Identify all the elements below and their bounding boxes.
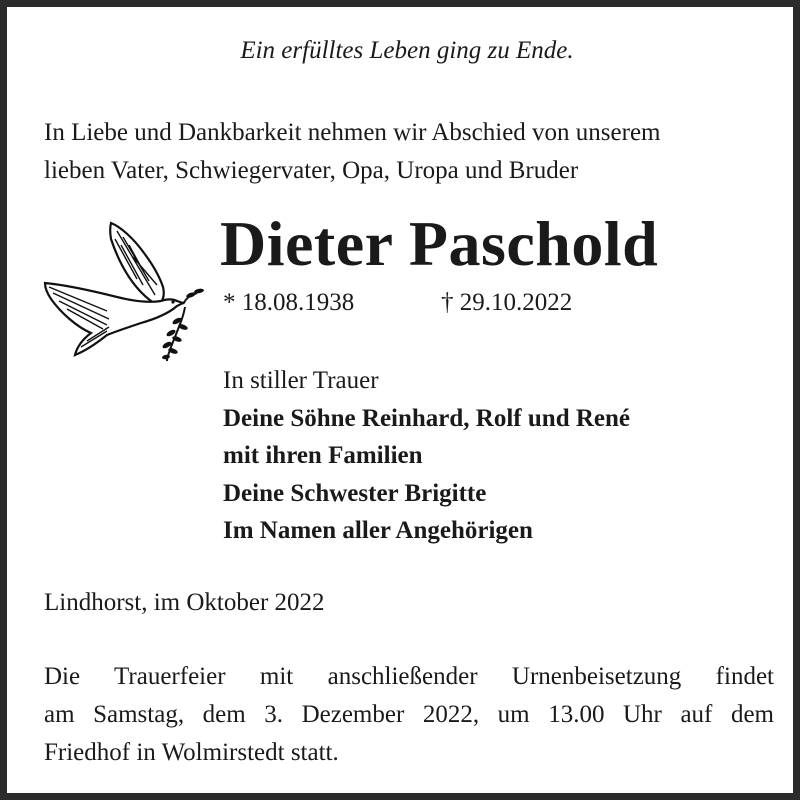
- funeral-line-3: Friedhof in Wolmirstedt statt.: [44, 739, 339, 766]
- mourner-line: mit ihren Familien: [223, 442, 423, 469]
- motto-line: Ein erfülltes Leben ging zu Ende.: [240, 37, 574, 64]
- mourner-line: Im Namen aller Angehörigen: [223, 517, 533, 544]
- intro-line-2: lieben Vater, Schwiegervater, Opa, Uropa und Bruder: [44, 157, 579, 184]
- mourner-line: Deine Söhne Reinhard, Rolf und René: [223, 404, 630, 432]
- life-dates: [223, 289, 573, 317]
- funeral-line-1: Die Trauerfeier mit anschließender Urnenbeisetzung findet: [44, 663, 774, 690]
- birth-date: * 18.08.1938: [223, 289, 355, 316]
- deceased-name: Dieter Paschold: [220, 208, 659, 279]
- intro-text: [44, 114, 774, 190]
- mourners-block: [223, 362, 630, 550]
- dove-icon: [37, 215, 212, 365]
- death-date: † 29.10.2022: [441, 289, 573, 316]
- funeral-line-2: am Samstag, dem 3. Dezember 2022, um 13.00 Uhr auf dem: [44, 701, 774, 728]
- mourner-line: Deine Schwester Brigitte: [223, 479, 487, 507]
- funeral-info: [44, 658, 774, 772]
- mourning-lead: In stiller Trauer: [223, 367, 379, 394]
- intro-line-1: In Liebe und Dankbarkeit nehmen wir Abschied von unserem: [44, 119, 661, 146]
- place-date: Lindhorst, im Oktober 2022: [44, 589, 325, 616]
